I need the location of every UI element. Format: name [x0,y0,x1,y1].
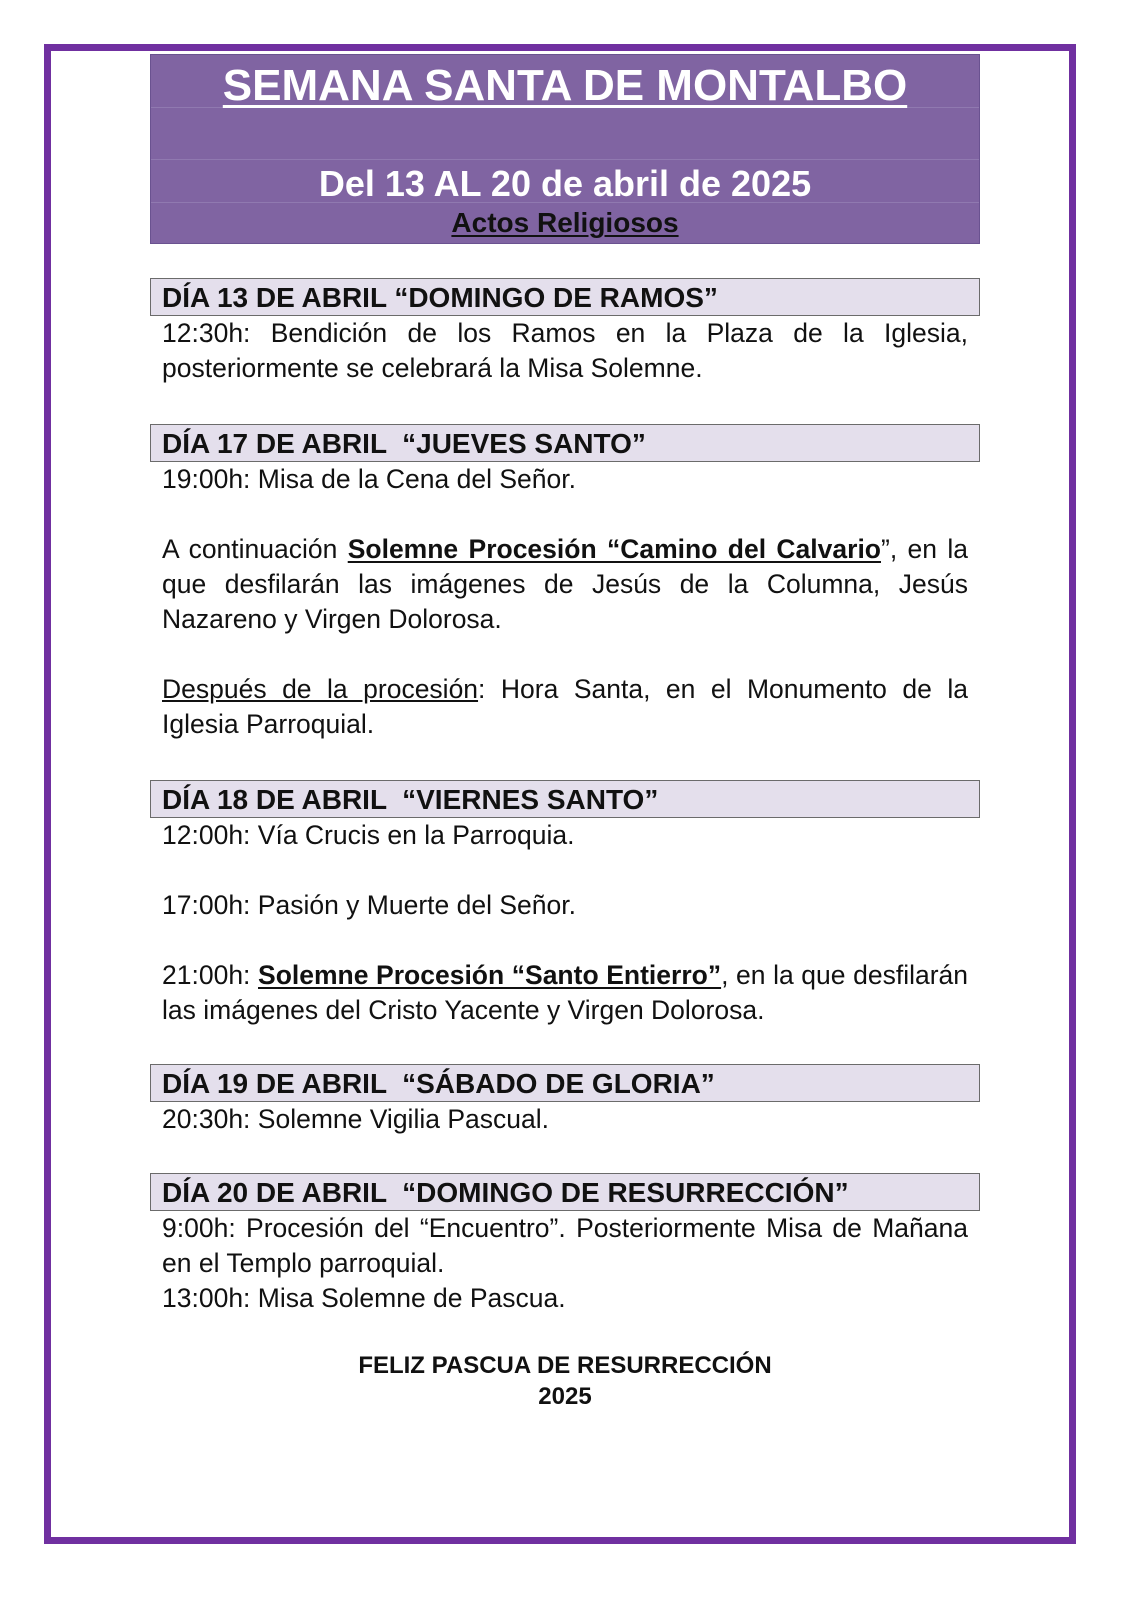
day-17-procession [150,532,980,637]
page-title: SEMANA SANTA DE MONTALBO [222,61,908,110]
page-subtitle: Actos Religiosos [451,207,679,238]
day-17-mass: 19:00h: Misa de la Cena del Señor. [162,464,576,494]
procession-details: , en la que desfilarán las imágenes del Cristo Yacente y Virgen Dolorosa. [162,960,969,1025]
day-header-18: DÍA 18 DE ABRIL “VIERNES SANTO” [150,780,980,818]
day-header-20: DÍA 20 DE ABRIL “DOMINGO DE RESURRECCIÓN” [150,1173,980,1211]
footer-year: 2025 [538,1383,592,1410]
day-20-encuentro: 9:00h: Procesión del “Encuentro”. Posteriormente Misa de Mañana en el Templo parroquial. [162,1213,968,1278]
date-range: Del 13 AL 20 de abril de 2025 [318,163,812,204]
title-block [150,54,980,244]
day-18-pasion: 17:00h: Pasión y Muerte del Señor. [162,890,576,920]
day-header-13: DÍA 13 DE ABRIL “DOMINGO DE RAMOS” [150,278,980,316]
procession-time: 21:00h: [162,960,259,990]
day-20-misa-pascua: 13:00h: Misa Solemne de Pascua. [162,1283,566,1313]
day-18-procession [150,958,980,1028]
day-17-hora-santa [150,672,980,742]
day-19-vigilia: 20:30h: Solemne Vigilia Pascual. [162,1104,549,1134]
procession-intro: A continuación [162,534,348,564]
procession-details: ”, en la que desfilarán las imágenes de Jesús de la Columna, Jesús Nazareno y Virgen Dolorosa. [162,534,968,634]
day-13-schedule: 12:30h: Bendición de los Ramos en la Plaza de la Iglesia, posteriormente se celebrará la Misa Solemne. [162,318,968,383]
procession-camino-del-calvario: Solemne Procesión “Camino del Calvario [347,534,881,564]
title-gridline [151,159,979,160]
day-header-17: DÍA 17 DE ABRIL “JUEVES SANTO” [150,424,980,462]
procession-santo-entierro: Solemne Procesión “Santo Entierro” [258,960,722,990]
day-header-19: DÍA 19 DE ABRIL “SÁBADO DE GLORIA” [150,1064,980,1102]
document-content [150,54,980,1412]
hora-santa-details: : Hora Santa, en el Monumento de la Iglesia Parroquial. [162,674,968,739]
day-18-via-crucis: 12:00h: Vía Crucis en la Parroquia. [162,820,575,850]
footer-greeting: FELIZ PASCUA DE RESURRECCIÓN [358,1352,772,1379]
after-procession-label: Después de la procesión [162,674,479,704]
